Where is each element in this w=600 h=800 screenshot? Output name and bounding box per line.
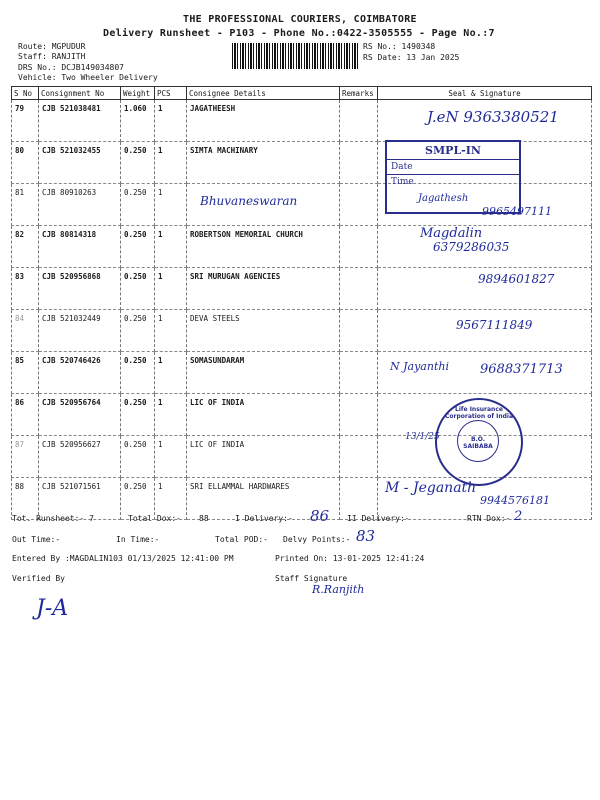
cell-weight: 1.060 [121, 100, 155, 142]
in-time-label: In Time:- [116, 535, 160, 544]
printed-on: Printed On: 13-01-2025 12:41:24 [275, 554, 425, 563]
staff-signature-label: Staff Signature [275, 574, 348, 583]
cell-weight: 0.250 [121, 142, 155, 184]
handwriting-r84-phone: 9567111849 [456, 318, 533, 332]
handwriting-r81-name: Bhuvaneswaran [200, 194, 298, 208]
col-pcs: PCS [155, 87, 187, 100]
ii-delivery-label: II Delivery:- [347, 514, 410, 523]
col-sno: S No [12, 87, 39, 100]
rs-number: RS No.: 1490348 [363, 42, 436, 51]
cell-sno: 86 [12, 394, 39, 436]
cell-remarks [340, 352, 378, 394]
cell-pcs: 1 [155, 226, 187, 268]
col-seal-signature: Seal & Signature [378, 87, 592, 100]
cell-pcs: 1 [155, 268, 187, 310]
staff-label: Staff: RANJITH [18, 52, 86, 61]
cell-consignee: SIMTA MACHINARY [187, 142, 340, 184]
table-header-row [12, 87, 592, 100]
cell-consignee: SRI MURUGAN AGENCIES [187, 268, 340, 310]
cell-weight: 0.250 [121, 268, 155, 310]
handwriting-r88-phone: 9944576181 [480, 494, 550, 507]
rs-date: RS Date: 13 Jan 2025 [363, 53, 460, 62]
cell-remarks [340, 226, 378, 268]
cell-remarks [340, 310, 378, 352]
cell-sno: 87 [12, 436, 39, 478]
delvy-points-label: Delvy Points:- [283, 535, 351, 544]
seal-text: Life Insurance Corporation of India [444, 406, 514, 420]
cell-sno: 80 [12, 142, 39, 184]
handwriting-r81-stamp-name: Jagathesh [418, 193, 469, 204]
drs-number: DRS No.: DCJB149034807 [18, 63, 124, 72]
cell-consignee: LIC OF INDIA [187, 436, 340, 478]
cell-weight: 0.250 [121, 352, 155, 394]
out-time-label: Out Time:- [12, 535, 61, 544]
handwriting-r81-phone: 9965497111 [482, 205, 552, 218]
handwriting-r79: J.eN 9363380521 [427, 108, 559, 126]
verifier-signature: J-A [36, 596, 69, 621]
cell-pcs: 1 [155, 478, 187, 520]
delvy-points-value: 83 [356, 527, 376, 545]
rtn-dox-value: 2 [514, 509, 523, 524]
runsheet-subtitle: Delivery Runsheet - P103 - Phone No.:0422-3505555 - Page No.:7 [103, 28, 495, 39]
seal-inner-text: B.O. SAIBABA [463, 436, 493, 450]
cell-remarks [340, 100, 378, 142]
cell-weight: 0.250 [121, 436, 155, 478]
col-consignment: Consignment No [39, 87, 121, 100]
stamp-time: Time [391, 177, 414, 187]
cell-pcs: 1 [155, 436, 187, 478]
cell-sno: 88 [12, 478, 39, 520]
i-delivery-label: I Delivery:- [235, 514, 293, 523]
col-consignee: Consignee Details [187, 87, 340, 100]
cell-remarks [340, 142, 378, 184]
total-dox-value: 88 [199, 514, 209, 523]
cell-consignment: CJB 520746426 [39, 352, 121, 394]
cell-pcs: 1 [155, 184, 187, 226]
cell-consignment: CJB 520956627 [39, 436, 121, 478]
lic-seal [435, 398, 523, 486]
stamp-date: Date [387, 160, 519, 175]
cell-weight: 0.250 [121, 478, 155, 520]
cell-consignee: SRI ELLAMMAL HARDWARES [187, 478, 340, 520]
vehicle-label: Vehicle: Two Wheeler Delivery [18, 73, 158, 82]
cell-weight: 0.250 [121, 394, 155, 436]
cell-sno: 85 [12, 352, 39, 394]
cell-consignment: CJB 520956764 [39, 394, 121, 436]
total-pod-label: Total POD:- [215, 535, 268, 544]
cell-pcs: 1 [155, 394, 187, 436]
cell-pcs: 1 [155, 100, 187, 142]
cell-sno: 82 [12, 226, 39, 268]
cell-consignee: LIC OF INDIA [187, 394, 340, 436]
cell-pcs: 1 [155, 310, 187, 352]
cell-sno: 81 [12, 184, 39, 226]
cell-consignment: CJB 521071561 [39, 478, 121, 520]
route-label: Route: MGPUDUR [18, 42, 86, 51]
cell-pcs: 1 [155, 142, 187, 184]
company-title: THE PROFESSIONAL COURIERS, COIMBATORE [183, 14, 417, 25]
cell-consignee: DEVA STEELS [187, 310, 340, 352]
cell-consignee: SOMASUNDARAM [187, 352, 340, 394]
cell-weight: 0.250 [121, 184, 155, 226]
cell-consignee: JAGATHEESH [187, 100, 340, 142]
cell-weight: 0.250 [121, 226, 155, 268]
col-weight: Weight [121, 87, 155, 100]
rtn-dox-label: RTN Dox:- [467, 514, 511, 523]
cell-pcs: 1 [155, 352, 187, 394]
cell-consignment: CJB 80814318 [39, 226, 121, 268]
cell-sno: 84 [12, 310, 39, 352]
cell-remarks [340, 268, 378, 310]
cell-consignment: CJB 521032449 [39, 310, 121, 352]
cell-remarks [340, 436, 378, 478]
handwriting-r82-name: Magdalin [420, 226, 483, 241]
cell-remarks [340, 394, 378, 436]
handwriting-r82-phone: 6379286035 [433, 240, 510, 254]
handwriting-r85-phone: 9688371713 [480, 362, 563, 377]
total-dox-label: Total Dox:- [128, 514, 181, 523]
cell-consignment: CJB 521032455 [39, 142, 121, 184]
handwriting-r87-date: 13/1/25 [405, 432, 440, 442]
handwriting-r83-phone: 9894601827 [478, 272, 555, 286]
cell-sno: 83 [12, 268, 39, 310]
entered-by: Entered By :MAGDALIN103 01/13/2025 12:41:00 PM [12, 554, 234, 563]
handwriting-r85-name: N Jayanthi [390, 360, 449, 373]
handwriting-r88: M - Jeganath [385, 480, 477, 496]
cell-remarks [340, 184, 378, 226]
total-runsheet: Tot. Runsheet:- 7 [12, 514, 94, 523]
cell-weight: 0.250 [121, 310, 155, 352]
stamp-title: SMPL-IN [387, 142, 519, 160]
cell-consignment: CJB 521038481 [39, 100, 121, 142]
i-delivery-value: 86 [310, 507, 330, 525]
col-remarks: Remarks [340, 87, 378, 100]
cell-consignment: CJB 520956868 [39, 268, 121, 310]
verified-by-label: Verified By [12, 574, 65, 583]
cell-consignment: CJB 80910263 [39, 184, 121, 226]
cell-consignee: ROBERTSON MEMORIAL CHURCH [187, 226, 340, 268]
cell-sno: 79 [12, 100, 39, 142]
barcode [232, 43, 358, 69]
staff-signature: R.Ranjith [312, 583, 365, 596]
